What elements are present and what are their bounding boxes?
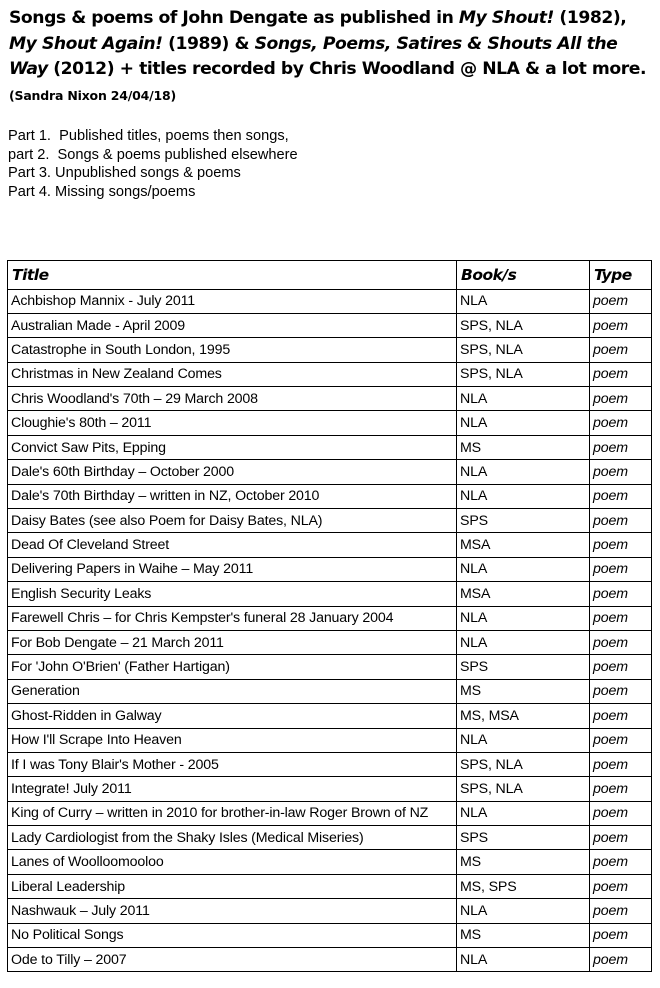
title-cell: Catastrophe in South London, 1995	[8, 338, 457, 362]
table-header-row	[8, 261, 652, 290]
title-cell: Achbishop Mannix - July 2011	[8, 289, 457, 313]
table-row	[8, 923, 652, 947]
type-cell: poem	[590, 313, 652, 337]
table-row	[8, 484, 652, 508]
title-cell: Lanes of Woolloomooloo	[8, 850, 457, 874]
table-row	[8, 338, 652, 362]
title-cell: Daisy Bates (see also Poem for Daisy Bates, NLA)	[8, 509, 457, 533]
books-cell: SPS, NLA	[457, 313, 590, 337]
part-item: part 2. Songs & poems published elsewhere	[8, 146, 298, 163]
type-cell: poem	[590, 362, 652, 386]
title-cell: No Political Songs	[8, 923, 457, 947]
table-row	[8, 460, 652, 484]
title-cell: Ghost-Ridden in Galway	[8, 704, 457, 728]
type-cell: poem	[590, 874, 652, 898]
type-cell: poem	[590, 801, 652, 825]
title-cell: Liberal Leadership	[8, 874, 457, 898]
books-cell: SPS, NLA	[457, 777, 590, 801]
title-cell: Dale's 60th Birthday – October 2000	[8, 460, 457, 484]
type-cell: poem	[590, 899, 652, 923]
books-cell: MS, SPS	[457, 874, 590, 898]
type-cell: poem	[590, 557, 652, 581]
table-row	[8, 362, 652, 386]
type-cell: poem	[590, 582, 652, 606]
table-row	[8, 533, 652, 557]
title-cell: For Bob Dengate – 21 March 2011	[8, 630, 457, 654]
type-cell: poem	[590, 606, 652, 630]
table-row	[8, 752, 652, 776]
heading-text: Songs & poems of John Dengate as published in	[9, 8, 459, 28]
table-row	[8, 582, 652, 606]
parts-list	[8, 127, 298, 201]
type-cell: poem	[590, 826, 652, 850]
books-cell: NLA	[457, 728, 590, 752]
table-row	[8, 630, 652, 654]
books-cell: NLA	[457, 387, 590, 411]
type-cell: poem	[590, 533, 652, 557]
title-cell: Cloughie's 80th – 2011	[8, 411, 457, 435]
books-cell: NLA	[457, 289, 590, 313]
title-cell: King of Curry – written in 2010 for brother-in-law Roger Brown of NZ	[8, 801, 457, 825]
table-row	[8, 655, 652, 679]
column-header-type: Type	[590, 261, 652, 290]
type-cell: poem	[590, 850, 652, 874]
books-cell: MS	[457, 435, 590, 459]
type-cell: poem	[590, 704, 652, 728]
books-cell: MS	[457, 850, 590, 874]
title-cell: Delivering Papers in Waihe – May 2011	[8, 557, 457, 581]
table-row	[8, 850, 652, 874]
titles-table	[7, 260, 652, 972]
type-cell: poem	[590, 484, 652, 508]
books-cell: NLA	[457, 411, 590, 435]
type-cell: poem	[590, 630, 652, 654]
table-row	[8, 289, 652, 313]
books-cell: SPS, NLA	[457, 362, 590, 386]
title-cell: Australian Made - April 2009	[8, 313, 457, 337]
title-cell: Dale's 70th Birthday – written in NZ, October 2010	[8, 484, 457, 508]
title-cell: Ode to Tilly – 2007	[8, 948, 457, 972]
type-cell: poem	[590, 728, 652, 752]
title-cell: For 'John O'Brien' (Father Hartigan)	[8, 655, 457, 679]
books-cell: MSA	[457, 533, 590, 557]
table-row	[8, 948, 652, 972]
part-item: Part 4. Missing songs/poems	[8, 183, 196, 200]
document-heading	[9, 6, 654, 108]
type-cell: poem	[590, 509, 652, 533]
type-cell: poem	[590, 655, 652, 679]
books-cell: NLA	[457, 899, 590, 923]
part-item: Part 1. Published titles, poems then songs,	[8, 128, 289, 144]
attribution: (Sandra Nixon 24/04/18)	[9, 87, 177, 103]
books-cell: NLA	[457, 557, 590, 581]
type-cell: poem	[590, 289, 652, 313]
books-cell: SPS	[457, 826, 590, 850]
table-row	[8, 801, 652, 825]
title-cell: How I'll Scrape Into Heaven	[8, 728, 457, 752]
type-cell: poem	[590, 948, 652, 972]
books-cell: NLA	[457, 606, 590, 630]
table-row	[8, 411, 652, 435]
title-cell: Nashwauk – July 2011	[8, 899, 457, 923]
table-row	[8, 606, 652, 630]
type-cell: poem	[590, 435, 652, 459]
type-cell: poem	[590, 679, 652, 703]
type-cell: poem	[590, 387, 652, 411]
books-cell: MS, MSA	[457, 704, 590, 728]
heading-text: (1982),	[553, 8, 627, 28]
books-cell: MS	[457, 679, 590, 703]
books-cell: MSA	[457, 582, 590, 606]
books-cell: NLA	[457, 630, 590, 654]
column-header-title: Title	[8, 261, 457, 290]
heading-text: (2012) + titles recorded by Chris Woodland @ NLA & a lot more.	[47, 59, 647, 79]
title-cell: Lady Cardiologist from the Shaky Isles (Medical Miseries)	[8, 826, 457, 850]
books-cell: SPS	[457, 509, 590, 533]
table-row	[8, 387, 652, 411]
heading-text: (1989) &	[162, 33, 255, 54]
books-cell: SPS, NLA	[457, 752, 590, 776]
books-cell: NLA	[457, 948, 590, 972]
book-title-my-shout: My Shout!	[458, 8, 554, 28]
books-cell: NLA	[457, 484, 590, 508]
book-title-sps: Songs, Poems, Satires & Shouts All the Way	[9, 33, 618, 79]
title-cell: Chris Woodland's 70th – 29 March 2008	[8, 387, 457, 411]
title-cell: If I was Tony Blair's Mother - 2005	[8, 752, 457, 776]
type-cell: poem	[590, 923, 652, 947]
title-cell: English Security Leaks	[8, 582, 457, 606]
title-cell: Convict Saw Pits, Epping	[8, 435, 457, 459]
table-row	[8, 899, 652, 923]
type-cell: poem	[590, 411, 652, 435]
table-row	[8, 874, 652, 898]
table-row	[8, 435, 652, 459]
part-item: Part 3. Unpublished songs & poems	[8, 165, 241, 182]
books-cell: MS	[457, 923, 590, 947]
table-row	[8, 777, 652, 801]
title-cell: Farewell Chris – for Chris Kempster's funeral 28 January 2004	[8, 606, 457, 630]
title-cell: Integrate! July 2011	[8, 777, 457, 801]
type-cell: poem	[590, 338, 652, 362]
title-cell: Dead Of Cleveland Street	[8, 533, 457, 557]
table-row	[8, 509, 652, 533]
table-row	[8, 557, 652, 581]
book-title-my-shout-again: My Shout Again!	[9, 33, 163, 54]
table-row	[8, 679, 652, 703]
title-cell: Generation	[8, 679, 457, 703]
table-row	[8, 826, 652, 850]
table-row	[8, 313, 652, 337]
books-cell: SPS, NLA	[457, 338, 590, 362]
type-cell: poem	[590, 777, 652, 801]
type-cell: poem	[590, 460, 652, 484]
table-row	[8, 704, 652, 728]
title-cell: Christmas in New Zealand Comes	[8, 362, 457, 386]
books-cell: NLA	[457, 460, 590, 484]
column-header-books: Book/s	[457, 261, 590, 290]
books-cell: SPS	[457, 655, 590, 679]
table-row	[8, 728, 652, 752]
books-cell: NLA	[457, 801, 590, 825]
type-cell: poem	[590, 752, 652, 776]
